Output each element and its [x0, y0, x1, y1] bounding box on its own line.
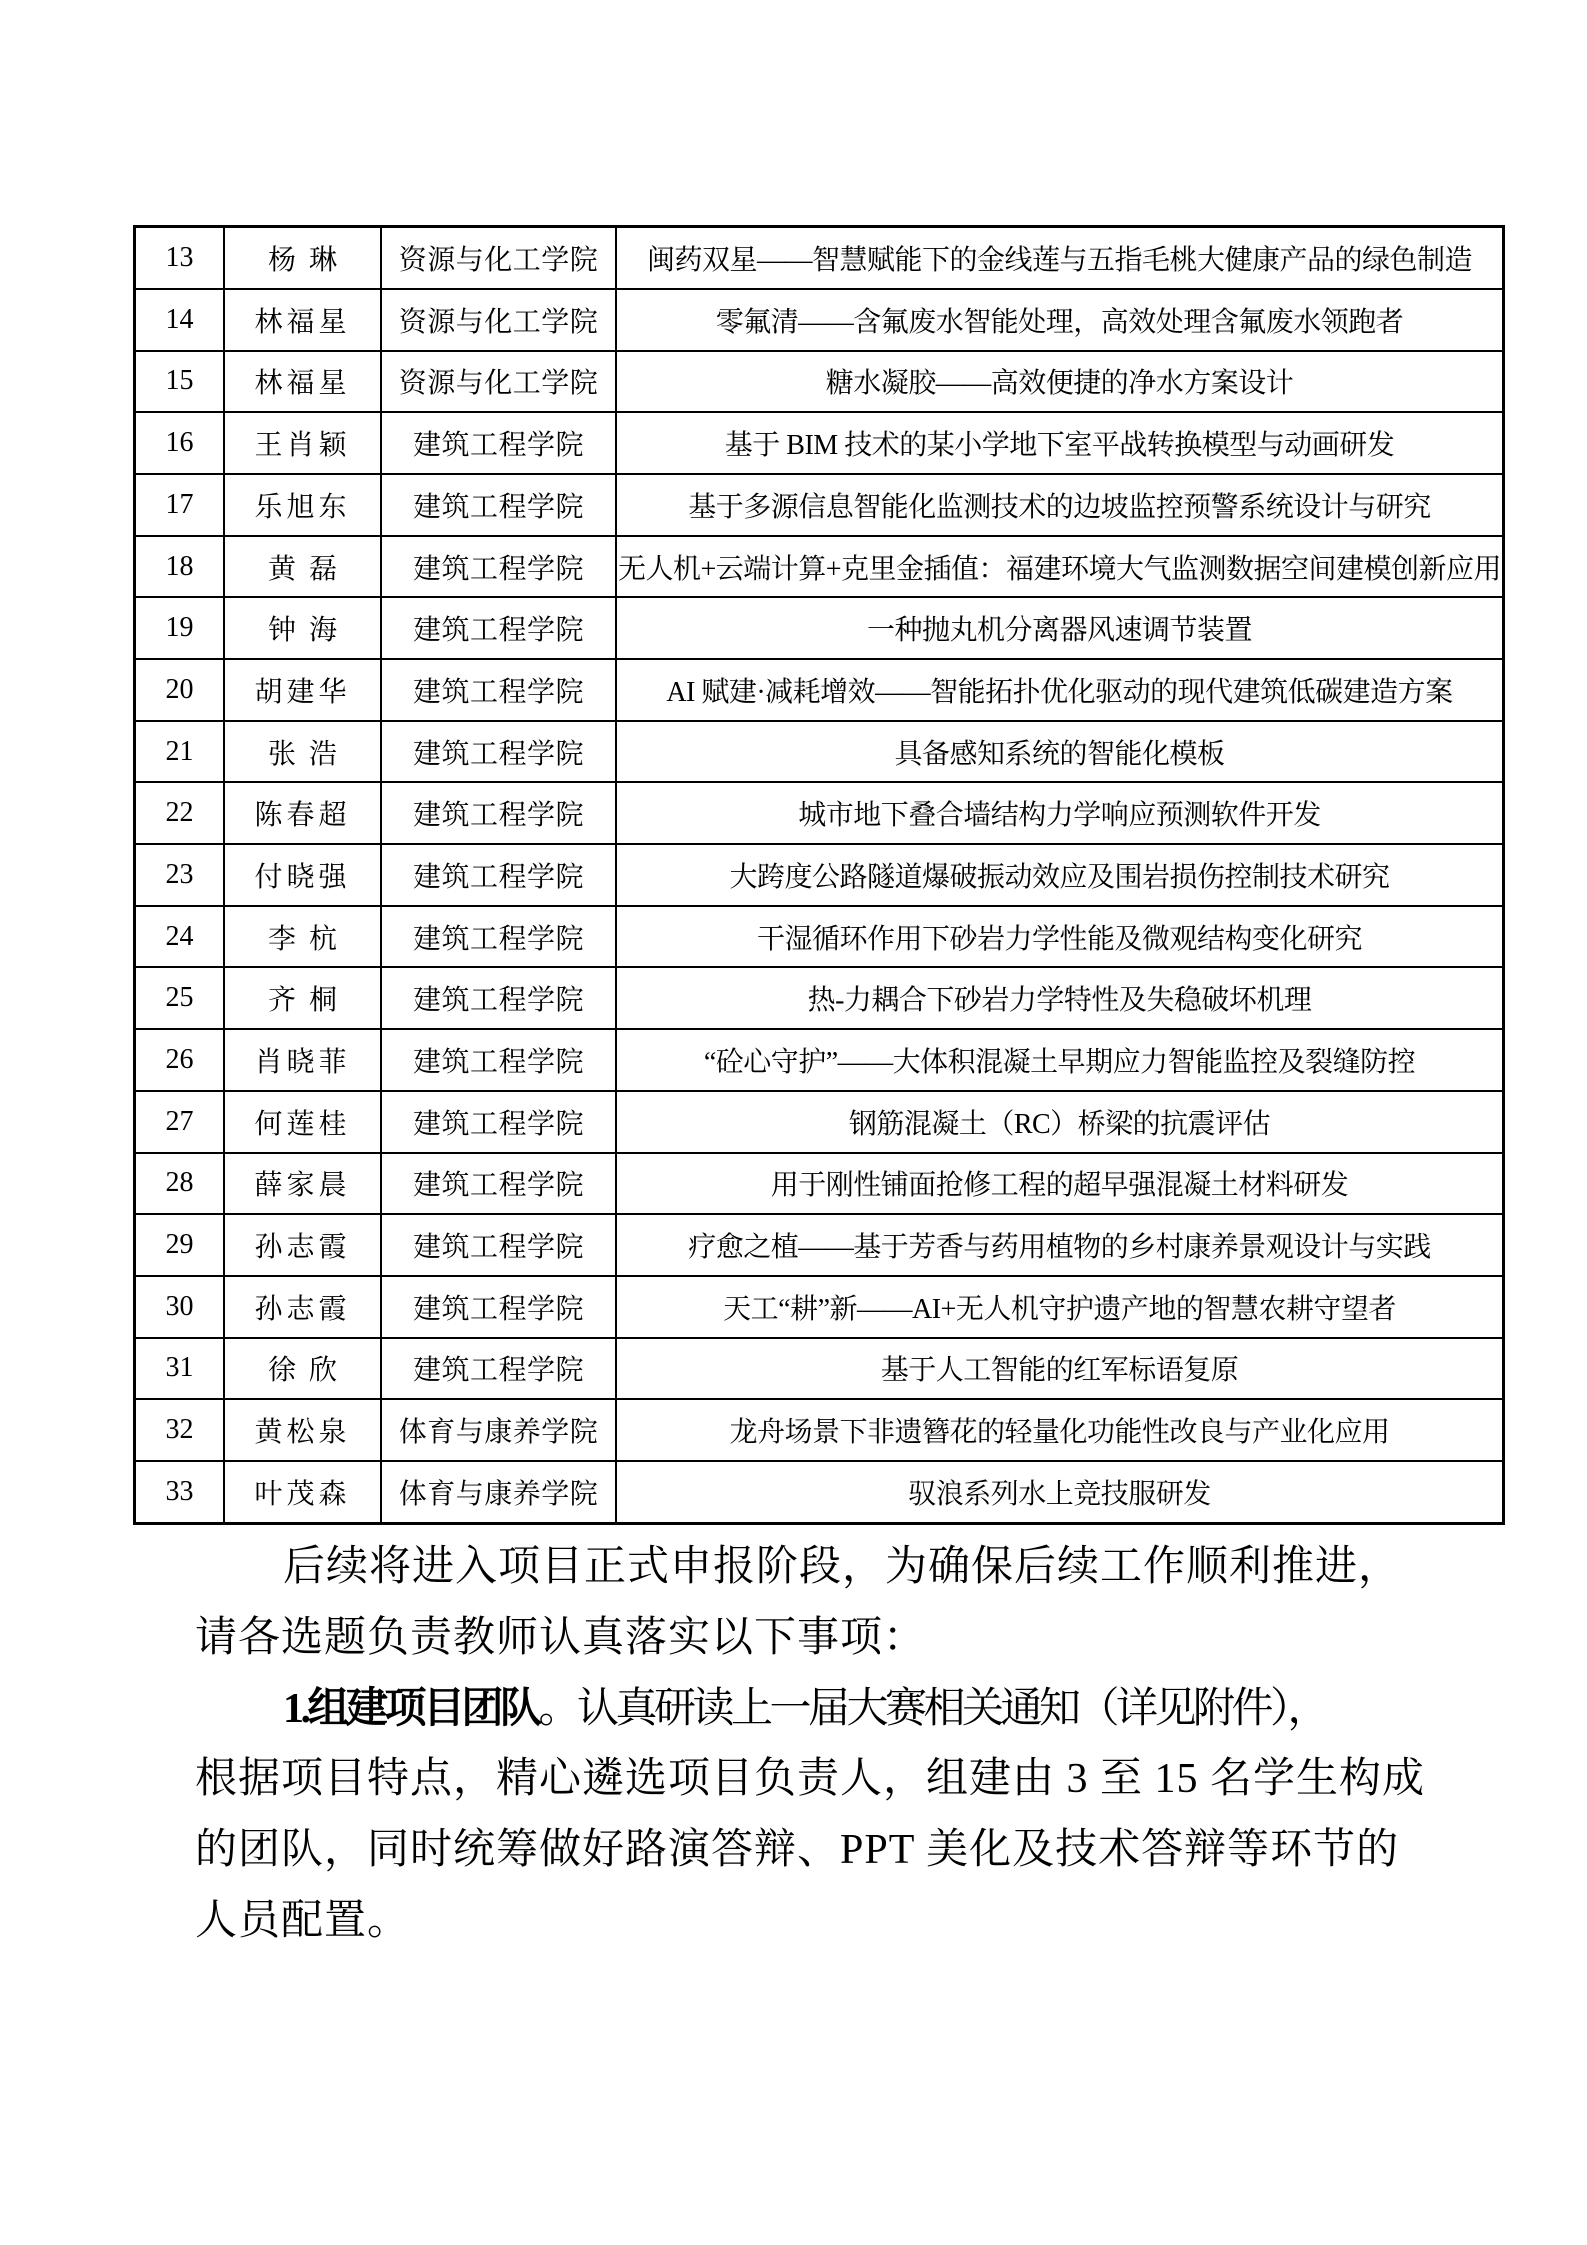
text-segment: 根据项目特点，精心遴选项目负责人，组建由 3 至 15 名学生构成 — [195, 1756, 1426, 1803]
project-title-cell: 零氟清——含氟废水智能处理，高效处理含氟废水领跑者 — [616, 289, 1504, 351]
text-segment: 。认真研读上一届大赛相关通知（详见附件）， — [538, 1685, 1327, 1732]
table-row — [135, 1029, 1504, 1091]
row-number-cell: 23 — [135, 844, 225, 906]
row-number-cell: 14 — [135, 289, 225, 351]
project-roster-table — [133, 225, 1505, 1525]
teacher-name-cell: 付晓强 — [224, 844, 381, 906]
project-title-cell: 无人机+云端计算+克里金插值：福建环境大气监测数据空间建模创新应用 — [616, 536, 1504, 598]
row-number-cell: 30 — [135, 1276, 225, 1338]
college-cell: 建筑工程学院 — [381, 659, 616, 721]
college-cell: 建筑工程学院 — [381, 412, 616, 474]
teacher-name-cell: 陈春超 — [224, 782, 381, 844]
project-title-cell: 基于多源信息智能化监测技术的边坡监控预警系统设计与研究 — [616, 474, 1504, 536]
project-title-cell: 糖水凝胶——高效便捷的净水方案设计 — [616, 351, 1504, 413]
project-title-cell: 一种抛丸机分离器风速调节装置 — [616, 597, 1504, 659]
paragraph — [195, 1532, 1426, 1957]
project-title-cell: 龙舟场景下非遗簪花的轻量化功能性改良与产业化应用 — [616, 1399, 1504, 1461]
row-number-cell: 27 — [135, 1091, 225, 1153]
teacher-name-cell: 林福星 — [224, 351, 381, 413]
row-number-cell: 29 — [135, 1214, 225, 1276]
teacher-name-cell: 薛家晨 — [224, 1153, 381, 1215]
project-title-cell: 钢筋混凝土（RC）桥梁的抗震评估 — [616, 1091, 1504, 1153]
college-cell: 建筑工程学院 — [381, 906, 616, 968]
table-row — [135, 1091, 1504, 1153]
teacher-name-cell: 杨琳 — [224, 227, 381, 289]
row-number-cell: 33 — [135, 1461, 225, 1524]
row-number-cell: 20 — [135, 659, 225, 721]
project-title-cell: “砼心守护”——大体积混凝土早期应力智能监控及裂缝防控 — [616, 1029, 1504, 1091]
table-row — [135, 412, 1504, 474]
table-row — [135, 906, 1504, 968]
paragraph-line — [195, 1603, 1400, 1674]
project-title-cell: 热-力耦合下砂岩力学特性及失稳破坏机理 — [616, 967, 1504, 1029]
paragraph-line — [195, 1886, 1400, 1957]
teacher-name-cell: 黄磊 — [224, 536, 381, 598]
college-cell: 资源与化工学院 — [381, 351, 616, 413]
row-number-cell: 19 — [135, 597, 225, 659]
table-row — [135, 1276, 1504, 1338]
college-cell: 建筑工程学院 — [381, 597, 616, 659]
college-cell: 建筑工程学院 — [381, 782, 616, 844]
teacher-name-cell: 孙志霞 — [224, 1276, 381, 1338]
college-cell: 建筑工程学院 — [381, 721, 616, 783]
table-row — [135, 1461, 1504, 1524]
table-row — [135, 967, 1504, 1029]
teacher-name-cell: 叶茂森 — [224, 1461, 381, 1524]
table-row — [135, 721, 1504, 783]
paragraph-line — [195, 1674, 1400, 1745]
row-number-cell: 26 — [135, 1029, 225, 1091]
college-cell: 建筑工程学院 — [381, 1338, 616, 1400]
teacher-name-cell: 徐欣 — [224, 1338, 381, 1400]
college-cell: 建筑工程学院 — [381, 1214, 616, 1276]
text-segment: 后续将进入项目正式申报阶段，为确保后续工作顺利推进， — [283, 1544, 1402, 1590]
table-row — [135, 1214, 1504, 1276]
row-number-cell: 21 — [135, 721, 225, 783]
project-title-cell: 干湿循环作用下砂岩力学性能及微观结构变化研究 — [616, 906, 1504, 968]
text-segment: 人员配置。 — [195, 1897, 411, 1944]
table-row — [135, 536, 1504, 598]
college-cell: 体育与康养学院 — [381, 1399, 616, 1461]
row-number-cell: 16 — [135, 412, 225, 474]
teacher-name-cell: 张浩 — [224, 721, 381, 783]
project-title-cell: 驭浪系列水上竞技服研发 — [616, 1461, 1504, 1524]
row-number-cell: 13 — [135, 227, 225, 289]
row-number-cell: 31 — [135, 1338, 225, 1400]
row-number-cell: 32 — [135, 1399, 225, 1461]
teacher-name-cell: 齐桐 — [224, 967, 381, 1029]
teacher-name-cell: 孙志霞 — [224, 1214, 381, 1276]
row-number-cell: 25 — [135, 967, 225, 1029]
project-title-cell: 基于 BIM 技术的某小学地下室平战转换模型与动画研发 — [616, 412, 1504, 474]
project-title-cell: AI 赋建·减耗增效——智能拓扑优化驱动的现代建筑低碳建造方案 — [616, 659, 1504, 721]
table-row — [135, 1338, 1504, 1400]
table-row — [135, 844, 1504, 906]
teacher-name-cell: 何莲桂 — [224, 1091, 381, 1153]
row-number-cell: 18 — [135, 536, 225, 598]
college-cell: 建筑工程学院 — [381, 1029, 616, 1091]
paragraph-line — [195, 1744, 1426, 1815]
project-title-cell: 疗愈之植——基于芳香与药用植物的乡村康养景观设计与实践 — [616, 1214, 1504, 1276]
teacher-name-cell: 王肖颖 — [224, 412, 381, 474]
teacher-name-cell: 钟海 — [224, 597, 381, 659]
table-row — [135, 289, 1504, 351]
row-number-cell: 24 — [135, 906, 225, 968]
teacher-name-cell: 李杭 — [224, 906, 381, 968]
row-number-cell: 22 — [135, 782, 225, 844]
row-number-cell: 28 — [135, 1153, 225, 1215]
table-row — [135, 227, 1504, 289]
college-cell: 建筑工程学院 — [381, 1153, 616, 1215]
row-number-cell: 17 — [135, 474, 225, 536]
college-cell: 建筑工程学院 — [381, 536, 616, 598]
college-cell: 资源与化工学院 — [381, 289, 616, 351]
project-title-cell: 城市地下叠合墙结构力学响应预测软件开发 — [616, 782, 1504, 844]
table-row — [135, 474, 1504, 536]
row-number-cell: 15 — [135, 351, 225, 413]
table-row — [135, 1399, 1504, 1461]
project-title-cell: 大跨度公路隧道爆破振动效应及围岩损伤控制技术研究 — [616, 844, 1504, 906]
roster-table-body — [135, 227, 1504, 1524]
college-cell: 建筑工程学院 — [381, 844, 616, 906]
teacher-name-cell: 肖晓菲 — [224, 1029, 381, 1091]
teacher-name-cell: 林福星 — [224, 289, 381, 351]
paragraph-line — [195, 1815, 1400, 1886]
project-title-cell: 天工“耕”新——AI+无人机守护遗产地的智慧农耕守望者 — [616, 1276, 1504, 1338]
table-row — [135, 351, 1504, 413]
text-segment: 的团队，同时统筹做好路演答辩、PPT 美化及技术答辩等环节的 — [195, 1827, 1400, 1874]
college-cell: 资源与化工学院 — [381, 227, 616, 289]
college-cell: 建筑工程学院 — [381, 967, 616, 1029]
college-cell: 建筑工程学院 — [381, 1276, 616, 1338]
table-row — [135, 782, 1504, 844]
table-row — [135, 1153, 1504, 1215]
project-title-cell: 具备感知系统的智能化模板 — [616, 721, 1504, 783]
table-row — [135, 597, 1504, 659]
project-title-cell: 闽药双星——智慧赋能下的金线莲与五指毛桃大健康产品的绿色制造 — [616, 227, 1504, 289]
paragraph-line — [195, 1532, 1400, 1603]
project-title-cell: 用于刚性铺面抢修工程的超早强混凝土材料研发 — [616, 1153, 1504, 1215]
bold-text-segment: 1.组建项目团队 — [283, 1685, 539, 1732]
college-cell: 建筑工程学院 — [381, 1091, 616, 1153]
table-row — [135, 659, 1504, 721]
college-cell: 建筑工程学院 — [381, 474, 616, 536]
text-segment: 请各选题负责教师认真落实以下事项： — [195, 1614, 927, 1661]
college-cell: 体育与康养学院 — [381, 1461, 616, 1524]
teacher-name-cell: 胡建华 — [224, 659, 381, 721]
teacher-name-cell: 黄松泉 — [224, 1399, 381, 1461]
teacher-name-cell: 乐旭东 — [224, 474, 381, 536]
project-title-cell: 基于人工智能的红军标语复原 — [616, 1338, 1504, 1400]
